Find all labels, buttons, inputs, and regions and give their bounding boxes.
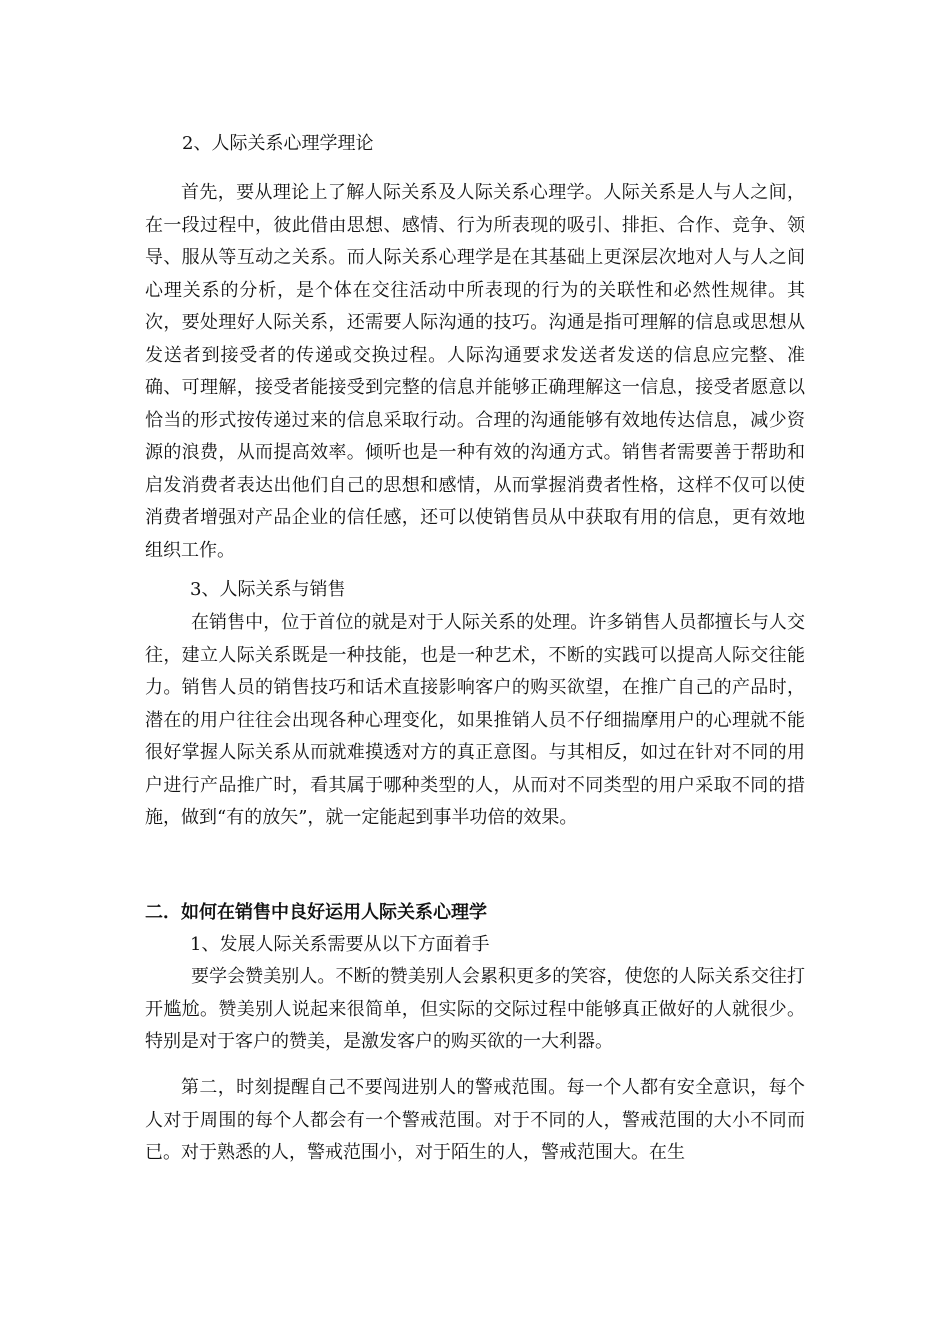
subheading-develop-relationships: 1、发展人际关系需要从以下方面着手: [190, 934, 490, 955]
part-heading-how-to-apply: 二．如何在销售中良好运用人际关系心理学: [145, 902, 487, 923]
paragraph-sales: 在销售中，位于首位的就是对于人际关系的处理。许多销售人员都擅长与人交往，建立人际关系既是一种技能，也是一种艺术，不断的实践可以提高人际交往能力。销售人员的销售技巧和话术直接影响客户的购买欲望，在推广自己的产品时，潜在的用户往往会出现各种心理变化，如果推销人员不仔细揣摩用户的心理就不能很好掌握人际关系从而就难摸透对方的真正意图。与其相反，如过在针对不同的用户进行产品推广时，看其属于哪种类型的人，从而对不同类型的用户采取不同的措施，做到“有的放矢”，就一定能起到事半功倍的效果。: [145, 612, 805, 828]
section-heading-interpersonal-psychology-theory: 2、人际关系心理学理论: [182, 133, 374, 154]
paragraph-boundaries: 第二，时刻提醒自己不要闯进别人的警戒范围。每一个人都有安全意识，每个人对于周围的每个人都会有一个警戒范围。对于不同的人，警戒范围的大小不同而已。对于熟悉的人，警戒范围小，对于陌生的人，警戒范围大。在生: [145, 1077, 805, 1163]
section-heading-interpersonal-and-sales: 3、人际关系与销售: [190, 579, 346, 600]
paragraph-theory: 首先，要从理论上了解人际关系及人际关系心理学。人际关系是人与人之间，在一段过程中，彼此借由思想、感情、行为所表现的吸引、排拒、合作、竞争、领导、服从等互动之关系。而人际关系心理学是在其基础上更深层次地对人与人之间心理关系的分析，是个体在交往活动中所表现的行为的关联性和必然性规律。其次，要处理好人际关系，还需要人际沟通的技巧。沟通是指可理解的信息或思想从发送者到接受者的传递或交换过程。人际沟通要求发送者发送的信息应完整、准确、可理解，接受者能接受到完整的信息并能够正确理解这一信息，接受者愿意以恰当的形式按传递过来的信息采取行动。合理的沟通能够有效地传达信息，减少资源的浪费，从而提高效率。倾听也是一种有效的沟通方式。销售者需要善于帮助和启发消费者表达出他们自己的思想和感情，从而掌握消费者性格，这样不仅可以使消费者增强对产品企业的信任感，还可以使销售员从中获取有用的信息，更有效地组织工作。: [145, 182, 805, 561]
paragraph-praise-others: 要学会赞美别人。不断的赞美别人会累积更多的笑容，使您的人际关系交往打开尴尬。赞美别人说起来很简单，但实际的交际过程中能够真正做好的人就很少。特别是对于客户的赞美，是激发客户的购买欲的一大利器。: [145, 966, 805, 1052]
